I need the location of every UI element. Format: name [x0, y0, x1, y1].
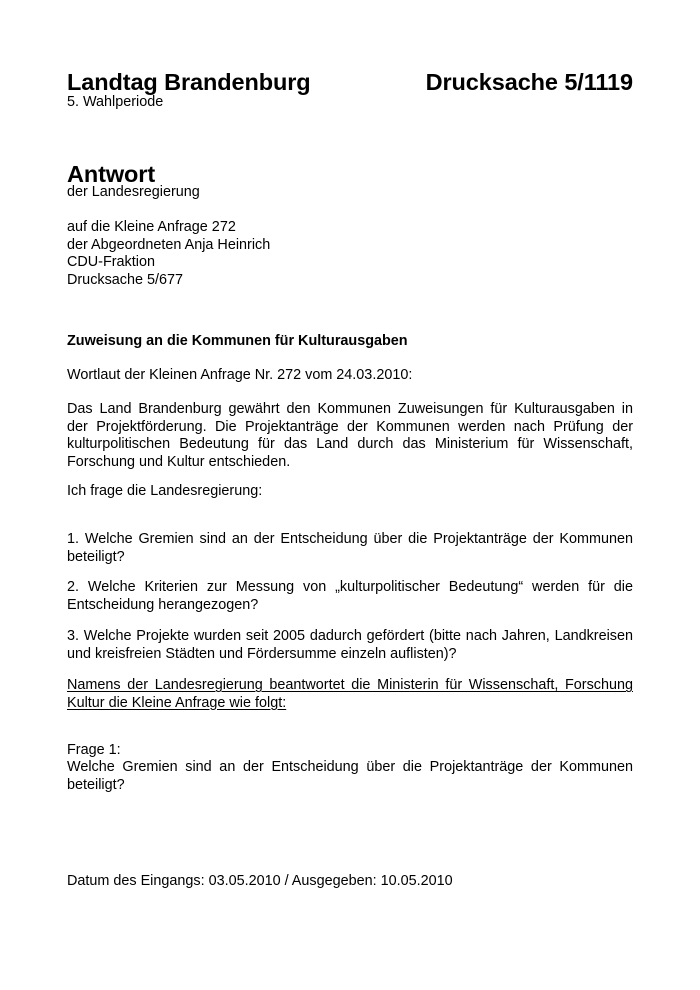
question-2: [67, 579, 633, 614]
frage-1-text: [67, 759, 633, 794]
answer-title: Antwort: [67, 161, 156, 187]
question-line: 1. Welche Gremien sind an der Entscheidung über die Projektanträge der Kommunen: [67, 531, 633, 547]
ask-line: Ich frage die Landesregierung:: [67, 483, 263, 499]
frage-1-label: Frage 1:: [67, 742, 121, 758]
paragraph-line: der Projektförderung. Die Projektanträge der Kommunen werden nach Prüfung der: [67, 418, 633, 435]
response-line: Namens der Landesregierung beantwortet die Ministerin für Wissenschaft, Forschung: [67, 677, 633, 693]
question-line: Entscheidung herangezogen?: [67, 596, 259, 613]
parliament-name: Landtag Brandenburg: [67, 69, 311, 95]
question-line: 3. Welche Projekte wurden seit 2005 dadurch gefördert (bitte nach Jahren, Landkreisen: [67, 628, 633, 644]
legislative-period: 5. Wahlperiode: [67, 94, 164, 110]
question-line: beteiligt?: [67, 548, 125, 565]
document-number: Drucksache 5/1119: [425, 69, 633, 95]
wording-intro: Wortlaut der Kleinen Anfrage Nr. 272 vom 24.03.2010:: [67, 367, 413, 383]
inquiry-line: auf die Kleine Anfrage 272: [67, 219, 236, 235]
subject-heading: Zuweisung an die Kommunen für Kulturausgaben: [67, 333, 408, 349]
paragraph-line: kulturpolitischen Bedeutung für das Land durch das Ministerium für Wissenschaft,: [67, 436, 633, 452]
inquiry-reference: [67, 219, 270, 289]
frage-line: Welche Gremien sind an der Entscheidung über die Projektanträge der Kommunen: [67, 759, 633, 775]
question-1: [67, 531, 633, 566]
inquiry-line: der Abgeordneten Anja Heinrich: [67, 236, 271, 253]
inquiry-line: Drucksache 5/677: [67, 271, 183, 288]
inquiry-line: CDU-Fraktion: [67, 254, 155, 270]
question-line: 2. Welche Kriterien zur Messung von „kulturpolitischer Bedeutung“ werden für die: [67, 579, 633, 595]
answer-subtitle: der Landesregierung: [67, 184, 200, 200]
question-line: und kreisfreien Städten und Fördersumme einzeln auflisten)?: [67, 645, 457, 662]
paragraph-line: Das Land Brandenburg gewährt den Kommunen Zuweisungen für Kulturausgaben in: [67, 401, 633, 417]
question-3: [67, 628, 633, 663]
response-intro: [67, 677, 633, 712]
paragraph-line: Forschung und Kultur entschieden.: [67, 453, 291, 470]
footer-dates: Datum des Eingangs: 03.05.2010 / Ausgegeben: 10.05.2010: [67, 873, 453, 889]
response-line: Kultur die Kleine Anfrage wie folgt:: [67, 694, 287, 711]
intro-paragraph: [67, 401, 633, 471]
frage-line: beteiligt?: [67, 776, 125, 793]
